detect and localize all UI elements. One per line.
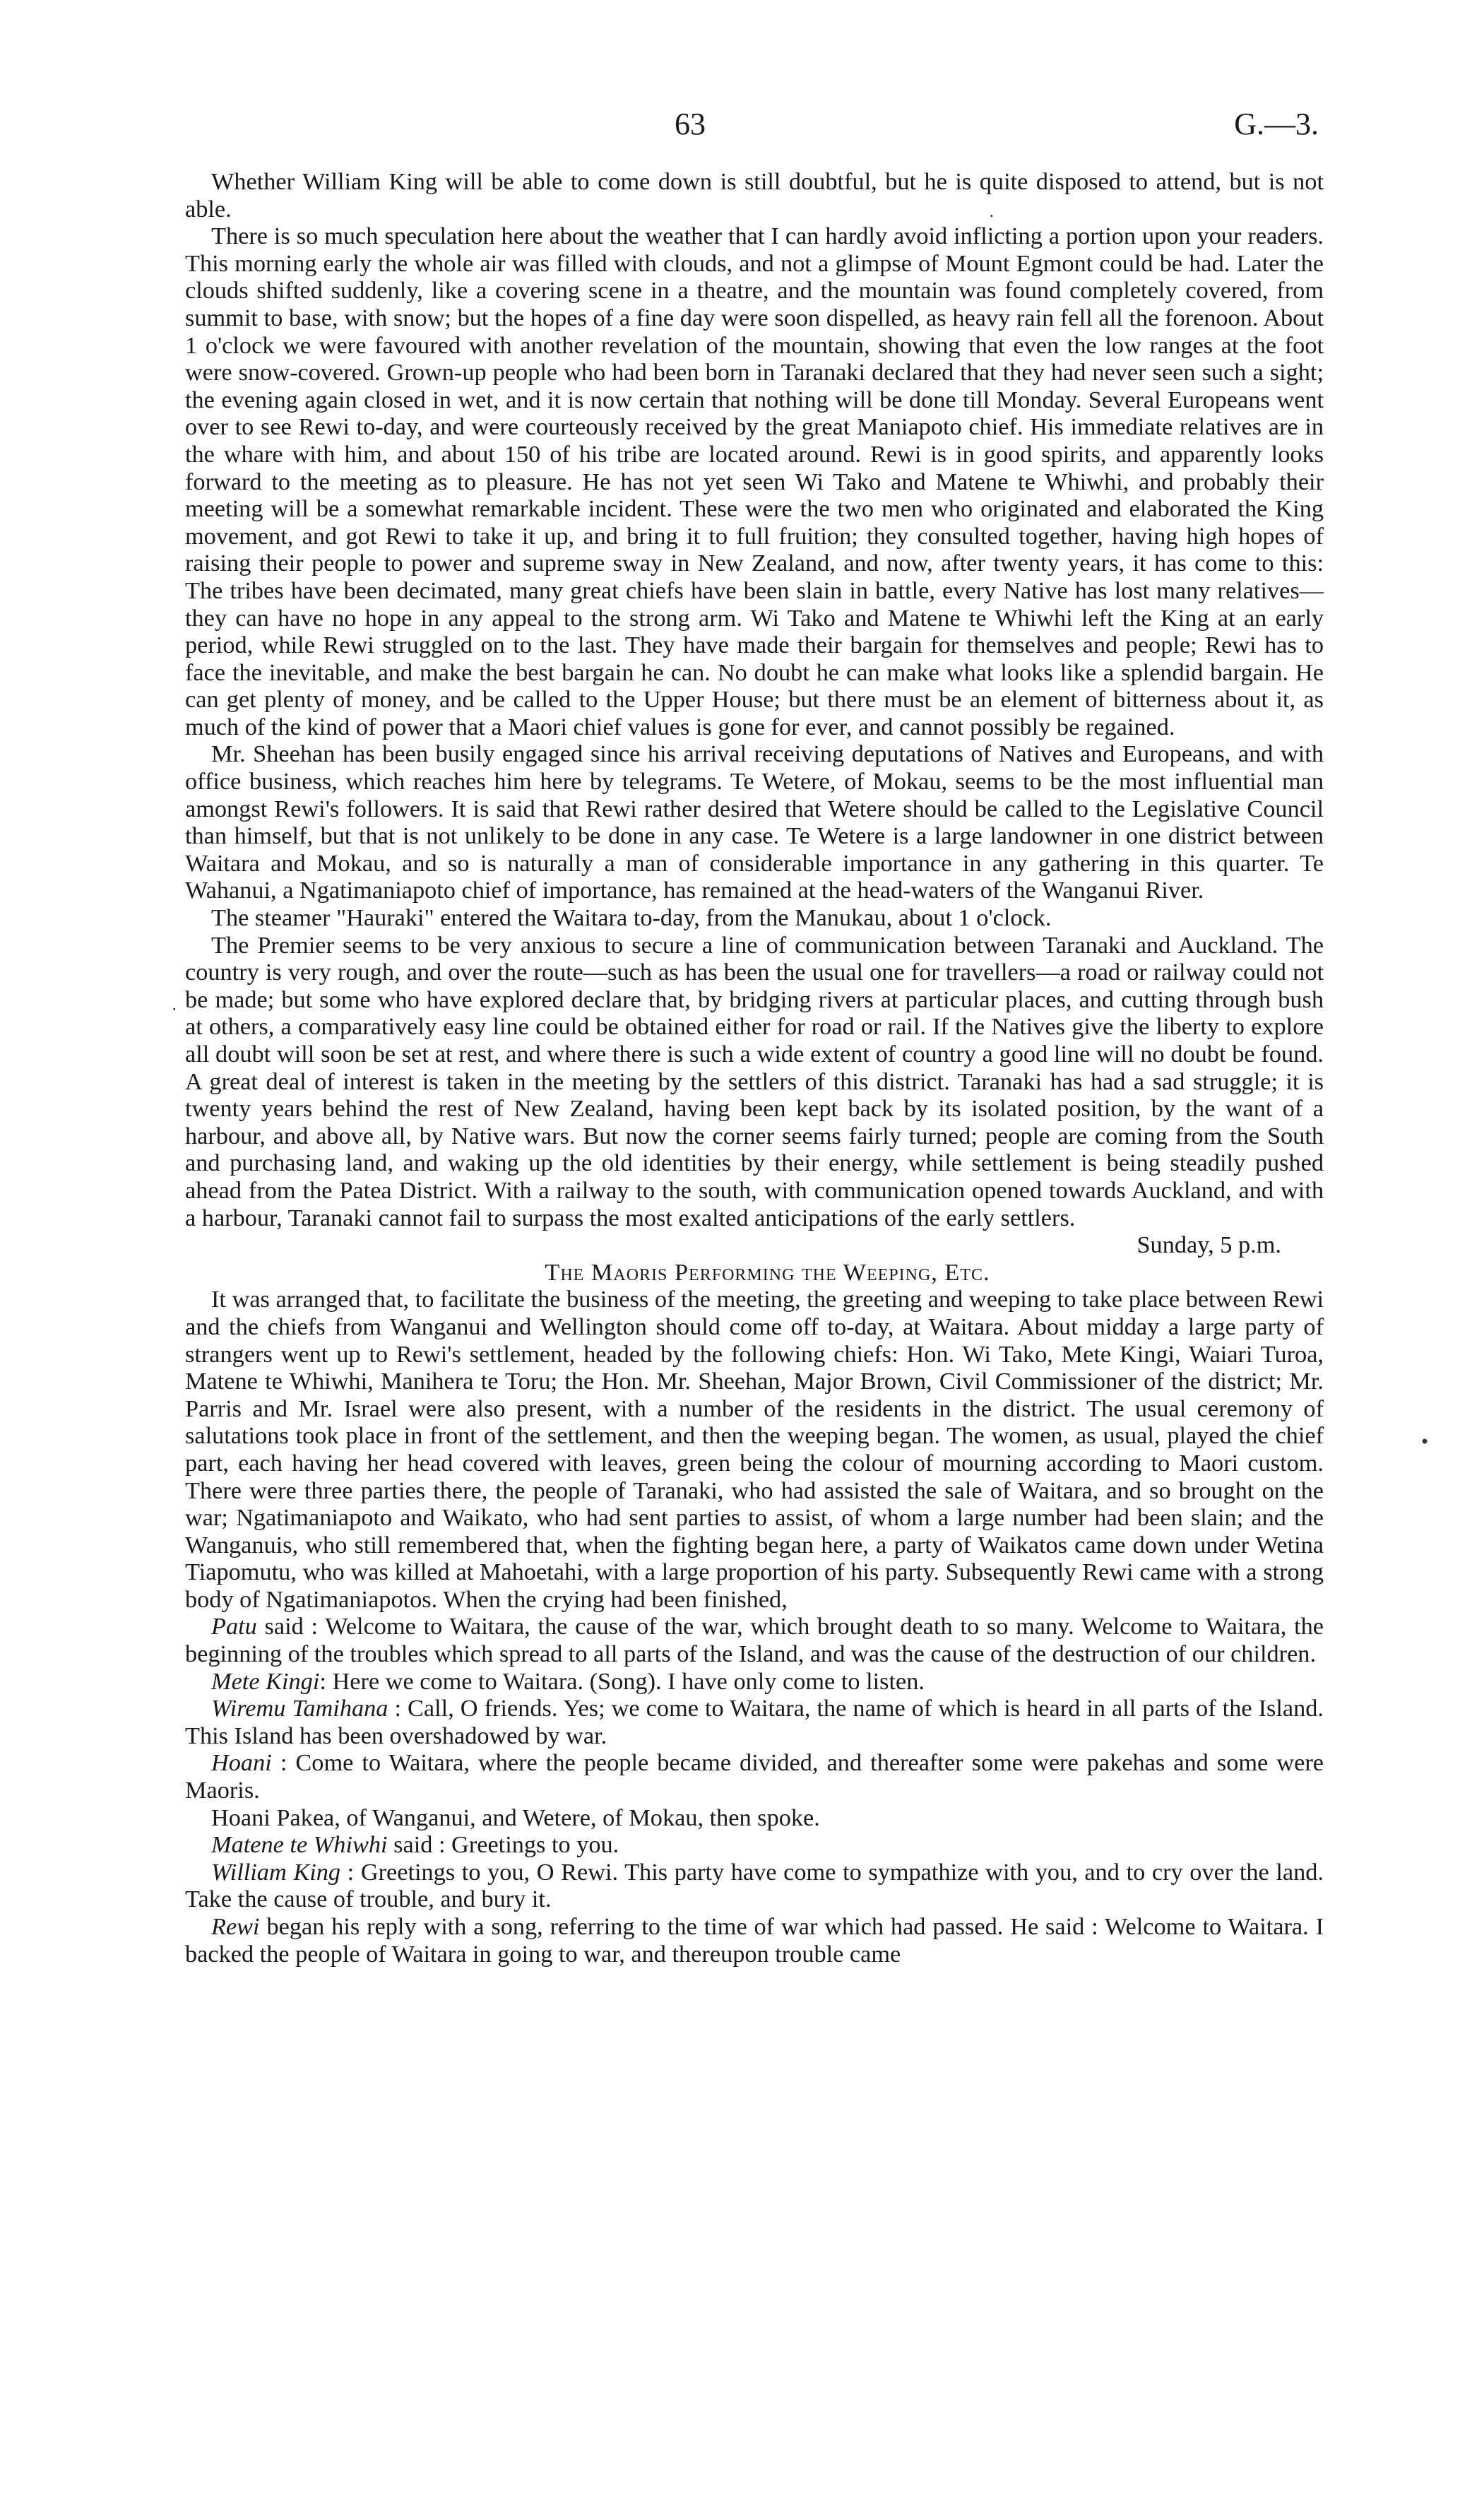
paragraph: Whether William King will be able to come down is still doubtful, but he is quite disposed to attend, but is not able. xyxy=(185,168,1324,223)
scan-speck: · xyxy=(989,206,995,226)
speaker-name: Patu xyxy=(211,1613,257,1640)
speech-text: : Greetings to you, O Rewi. This party have come to sympathize with you, and to cry over the land. Take the cause of trouble, and bury it. xyxy=(185,1858,1324,1913)
speaker-name: Mete Kingi xyxy=(211,1667,320,1695)
speech-text: said : Greetings to you. xyxy=(387,1831,619,1859)
speaker-name: Wiremu Tamihana xyxy=(211,1695,388,1722)
speech-paragraph xyxy=(185,1668,1324,1696)
speech-paragraph xyxy=(185,1695,1324,1749)
speech-text: began his reply with a song, referring to the time of war which had passed. He said : Welcome to Waitara. I backed the people of Waitara in going to war, and thereupon trouble came xyxy=(185,1913,1324,1968)
paragraph: Mr. Sheehan has been busily engaged since his arrival receiving deputations of Natives and Europeans, and with office business, which reaches him here by telegrams. Te Wetere, of Mokau, seems to be the most influential man amongst Rewi's followers. It is said that Rewi rather desired that Wetere should be called to the Legislative Council than himself, but that is not unlikely to be done in any case. Te Wetere is a large landowner in one district between Waitara and Mokau, and so is naturally a man of considerable importance in any gathering in this quarter. Te Wahanui, a Ngatimaniapoto chief of importance, has remained at the head-waters of the Wanganui River. xyxy=(185,740,1324,904)
speaker-name: Matene te Whiwhi xyxy=(211,1831,388,1859)
speaker-name: Rewi xyxy=(211,1913,260,1940)
speech-paragraph xyxy=(185,1749,1324,1804)
page-header xyxy=(180,106,1319,141)
speaker-name: William King xyxy=(211,1858,341,1886)
section-heading: The Maoris Performing the Weeping, Etc. xyxy=(545,1258,990,1286)
paragraph: The steamer "Hauraki" entered the Waitara to-day, from the Manukau, about 1 o'clock. xyxy=(211,904,1052,932)
speaker-name: Hoani xyxy=(211,1749,272,1777)
paragraph: There is so much speculation here about the weather that I can hardly avoid inflicting a portion upon your readers. This morning early the whole air was filled with clouds, and not a glimpse of Mount Egmont could be had. Later the clouds shifted suddenly, like a covering scene in a theatre, and the mountain was found completely covered, from summit to base, with snow; but the hopes of a fine day were soon dispelled, as heavy rain fell all the forenoon. About 1 o'clock we were favoured with another revelation of the mountain, showing that even the low ranges at the foot were snow-covered. Grown-up people who had been born in Taranaki declared that they had never seen such a sight; the evening again closed in wet, and it is now certain that nothing will be done till Monday. Several Europeans went over to see Rewi to-day, and were courteously received by the great Maniapoto chief. His immediate relatives are in the whare with him, and about 150 of his tribe are located around. Rewi is in good spirits, and apparently looks forward to the meeting as to pleasure. He has not yet seen Wi Tako and Matene te Whiwhi, and probably their meeting will be a somewhat remarkable incident. These were the two men who originated and elaborated the King movement, and got Rewi to take it up, and bring it to full fruition; they consulted together, having high hopes of raising their people to power and supreme sway in New Zealand, and now, after twenty years, it has come to this: The tribes have been decimated, many great chiefs have been slain in battle, every Native has lost many relatives—they can have no hope in any appeal to the strong arm. Wi Tako and Matene te Whiwhi left the King at an early period, while Rewi struggled on to the last. They have made their bargain for themselves and people; Rewi has to face the inevitable, and make the best bargain he can. No doubt he can make what looks like a splendid bargain. He can get plenty of money, and be called to the Upper House; but there must be an element of bitterness about it, as much of the kind of power that a Maori chief values is gone for ever, and cannot possibly be regained. xyxy=(185,223,1324,740)
speech-text: : Come to Waitara, where the people became divided, and thereafter some were pakehas and some were Maoris. xyxy=(185,1749,1324,1804)
speech-paragraph xyxy=(185,1913,1324,1968)
speech-text: : Here we come to Waitara. (Song). I have only come to listen. xyxy=(319,1667,925,1695)
scan-speck: • xyxy=(1420,1432,1430,1452)
paragraph: It was arranged that, to facilitate the business of the meeting, the greeting and weeping to take place between Rewi and the chiefs from Wanganui and Wellington should come off to-day, at Waitara. About midday a large party of strangers went up to Rewi's settlement, headed by the following chiefs: Hon. Wi Tako, Mete Kingi, Waiari Turoa, Matene te Whiwhi, Manihera te Toru; the Hon. Mr. Sheehan, Major Brown, Civil Commissioner of the district; Mr. Parris and Mr. Israel were also present, with a number of the residents in the district. The usual ceremony of salutations took place in front of the settlement, and then the weeping began. The women, as usual, played the chief part, each having her head covered with leaves, green being the colour of mourning according to Maori custom. There were three parties there, the people of Taranaki, who had assisted the sale of Waitara, and so brought on the war; Ngatimaniapoto and Waikato, who had sent parties to assist, of whom a large number had been slain; and the Wanganuis, who still remembered that, when the fighting began here, a party of Waikatos came down under Wetina Tiapomutu, who was killed at Mahoetahi, with a large proportion of his party. Subsequently Rewi came with a strong body of Ngatimaniapotos. When the crying had been finished, xyxy=(185,1286,1324,1613)
speech-paragraph xyxy=(185,1859,1324,1913)
article-body xyxy=(185,168,1324,1968)
dateline: Sunday, 5 p.m. xyxy=(1136,1231,1281,1259)
document-reference: G.—3. xyxy=(1234,107,1319,141)
speech-text: said : Welcome to Waitara, the cause of the war, which brought death to so many. Welcome to Waitara, the beginning of the troubles which spread to all parts of the Island, and was the cause of the destruction of our children. xyxy=(185,1613,1324,1668)
speech-paragraph xyxy=(185,1831,1324,1859)
speech-paragraph xyxy=(185,1613,1324,1667)
speech-text: : Call, O friends. Yes; we come to Waitara, the name of which is heard in all parts of the Island. This Island has been overshadowed by war. xyxy=(185,1695,1324,1749)
paragraph: Hoani Pakea, of Wanganui, and Wetere, of Mokau, then spoke. xyxy=(211,1804,820,1831)
page-number: 63 xyxy=(675,107,706,141)
paragraph: The Premier seems to be very anxious to secure a line of communication between Taranaki and Auckland. The country is very rough, and over the route—such as has been the usual one for travellers—a road or railway could not be made; but some who have explored declare that, by bridging rivers at particular places, and cutting through bush at others, a comparatively easy line could be obtained either for road or rail. If the Natives give the liberty to explore all doubt will soon be set at rest, and where there is such a wide extent of country a good line will no doubt be found. A great deal of interest is taken in the meeting by the settlers of this district. Taranaki has had a sad struggle; it is twenty years behind the rest of New Zealand, having been kept back by its isolated position, by the want of a harbour, and above all, by Native wars. But now the corner seems fairly turned; people are coming from the South and purchasing land, and waking up the old identities by their energy, while settlement is being steadily pushed ahead from the Patea District. With a railway to the south, with communication opened towards Auckland, and with a harbour, Taranaki cannot fail to surpass the most exalted anticipations of the early settlers. xyxy=(185,931,1324,1231)
scan-speck: · xyxy=(172,1000,177,1019)
